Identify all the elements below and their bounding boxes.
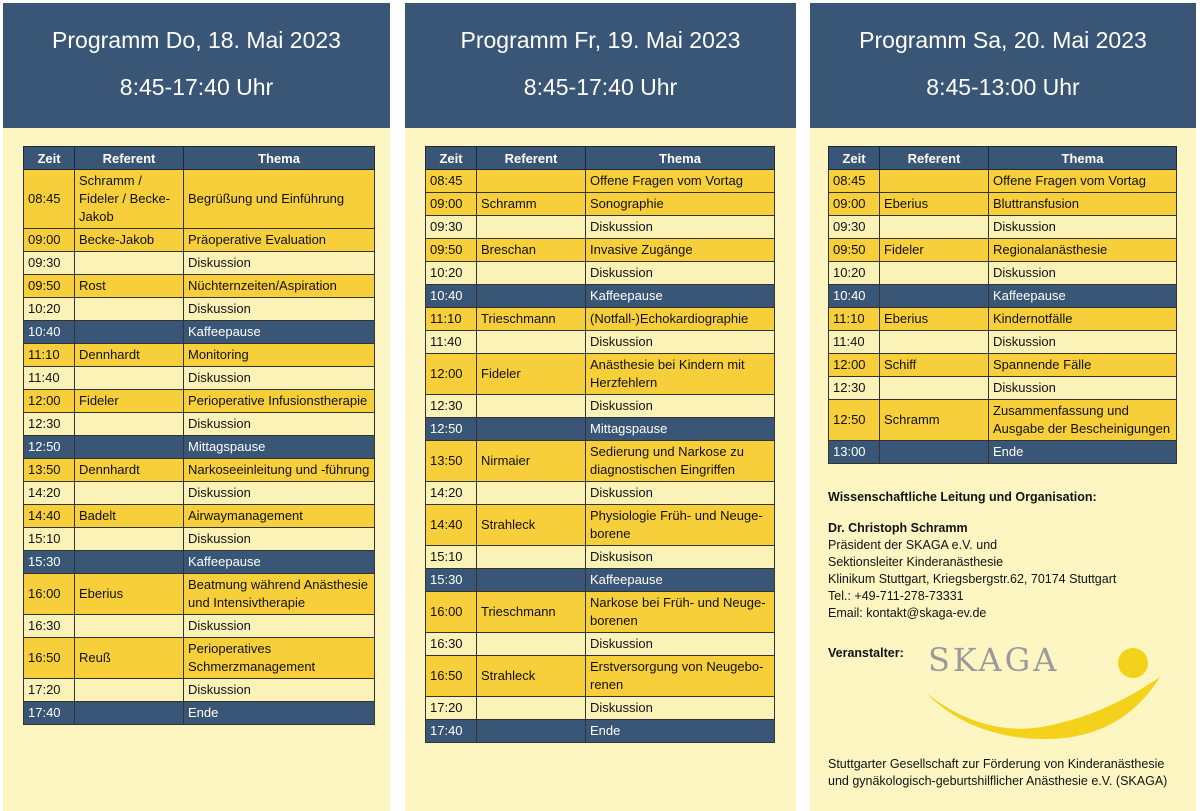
speaker-cell: [75, 367, 184, 390]
speaker-cell: Strahleck: [477, 656, 586, 697]
day-header: [810, 3, 1196, 128]
schedule-table: [425, 146, 775, 743]
schedule-row: [426, 308, 775, 331]
topic-cell: Mittagspause: [586, 418, 775, 441]
time-cell: 17:20: [426, 697, 477, 720]
schedule-row: [24, 702, 375, 725]
schedule-row: [24, 615, 375, 638]
day-panel-saturday: [810, 3, 1196, 811]
schedule-row: [426, 482, 775, 505]
topic-cell: Diskussion: [184, 298, 375, 321]
speaker-cell: [477, 482, 586, 505]
topic-cell: Airwaymanagement: [184, 505, 375, 528]
time-cell: 15:30: [426, 569, 477, 592]
speaker-cell: Trieschmann: [477, 592, 586, 633]
topic-cell: Bluttransfusion: [989, 193, 1177, 216]
speaker-cell: [477, 262, 586, 285]
time-cell: 13:50: [24, 459, 75, 482]
time-cell: 12:50: [426, 418, 477, 441]
time-cell: 12:00: [829, 354, 880, 377]
speaker-cell: Nirmaier: [477, 441, 586, 482]
schedule-row: [426, 441, 775, 482]
topic-cell: Mittagspause: [184, 436, 375, 459]
time-cell: 11:40: [426, 331, 477, 354]
organiser-email: Email: kontakt@skaga-ev.de: [828, 606, 987, 620]
day-panel-thursday: [3, 3, 390, 811]
topic-cell: Invasive Zugänge: [586, 239, 775, 262]
day-hours: 8:45-17:40 Uhr: [119, 74, 274, 100]
schedule-row: [426, 546, 775, 569]
topic-cell: Kindernotfälle: [989, 308, 1177, 331]
speaker-cell: Schramm: [477, 193, 586, 216]
topic-cell: Diskussion: [989, 331, 1177, 354]
time-cell: 11:10: [24, 344, 75, 367]
schedule-row: [426, 720, 775, 743]
topic-cell: Perioperatives Schmerzmanagement: [184, 638, 375, 679]
topic-cell: Kaffeepause: [989, 285, 1177, 308]
speaker-cell: [880, 441, 989, 464]
time-cell: 09:50: [829, 239, 880, 262]
time-cell: 15:30: [24, 551, 75, 574]
skaga-logo: [920, 633, 1180, 743]
speaker-cell: [880, 170, 989, 193]
topic-cell: Diskussion: [184, 367, 375, 390]
topic-cell: Narkose bei Früh- und Neuge-borenen: [586, 592, 775, 633]
topic-cell: Zusammenfassung und Ausgabe der Bescheinigungen: [989, 400, 1177, 441]
speaker-cell: [75, 615, 184, 638]
organisation-contact: [828, 520, 1116, 622]
schedule-row: [426, 331, 775, 354]
speaker-cell: Schramm: [880, 400, 989, 441]
speaker-cell: [477, 395, 586, 418]
speaker-cell: [880, 216, 989, 239]
schedule-row: [829, 170, 1177, 193]
time-cell: 16:50: [426, 656, 477, 697]
topic-cell: Diskusison: [586, 546, 775, 569]
topic-cell: Kaffeepause: [586, 569, 775, 592]
time-cell: 12:50: [829, 400, 880, 441]
time-cell: 11:10: [426, 308, 477, 331]
topic-cell: Anästhesie bei Kindern mit Herzfehlern: [586, 354, 775, 395]
topic-cell: Kaffeepause: [184, 551, 375, 574]
column-header-time: Zeit: [829, 147, 880, 170]
topic-cell: (Notfall-)Echokardiographie: [586, 308, 775, 331]
topic-cell: Diskussion: [586, 697, 775, 720]
schedule-row: [829, 308, 1177, 331]
speaker-cell: [75, 482, 184, 505]
time-cell: 10:40: [829, 285, 880, 308]
schedule-row: [829, 354, 1177, 377]
time-cell: 10:40: [24, 321, 75, 344]
schedule-row: [24, 413, 375, 436]
schedule-row: [24, 551, 375, 574]
logo-swoosh-graphic: [920, 633, 1180, 743]
topic-cell: Diskussion: [586, 482, 775, 505]
schedule-row: [24, 170, 375, 229]
time-cell: 09:30: [426, 216, 477, 239]
time-cell: 09:00: [426, 193, 477, 216]
topic-cell: Perioperative Infusionstherapie: [184, 390, 375, 413]
topic-cell: Diskussion: [586, 633, 775, 656]
day-hours: 8:45-13:00 Uhr: [926, 74, 1080, 100]
schedule-row: [426, 418, 775, 441]
column-header-speaker: Referent: [477, 147, 586, 170]
time-cell: 13:50: [426, 441, 477, 482]
schedule-row: [426, 262, 775, 285]
day-header: [3, 3, 390, 128]
topic-cell: Offene Fragen vom Vortag: [586, 170, 775, 193]
schedule-row: [426, 633, 775, 656]
veranstalter-label: Veranstalter:: [828, 646, 904, 660]
speaker-cell: [477, 331, 586, 354]
topic-cell: Diskussion: [586, 216, 775, 239]
topic-cell: Ende: [586, 720, 775, 743]
schedule-row: [24, 344, 375, 367]
time-cell: 12:30: [829, 377, 880, 400]
speaker-cell: [477, 633, 586, 656]
time-cell: 09:30: [24, 252, 75, 275]
time-cell: 10:40: [426, 285, 477, 308]
speaker-cell: [75, 679, 184, 702]
schedule-row: [426, 656, 775, 697]
schedule-row: [829, 216, 1177, 239]
schedule-row: [426, 354, 775, 395]
topic-cell: Diskussion: [586, 331, 775, 354]
speaker-cell: [477, 569, 586, 592]
topic-cell: Diskussion: [184, 528, 375, 551]
schedule-row: [829, 193, 1177, 216]
speaker-cell: [75, 413, 184, 436]
speaker-cell: Trieschmann: [477, 308, 586, 331]
time-cell: 09:30: [829, 216, 880, 239]
time-cell: 10:20: [829, 262, 880, 285]
time-cell: 11:10: [829, 308, 880, 331]
schedule-table: [23, 146, 375, 725]
time-cell: 09:50: [24, 275, 75, 298]
schedule-row: [426, 193, 775, 216]
schedule-row: [426, 697, 775, 720]
time-cell: 08:45: [24, 170, 75, 229]
day-header: [405, 3, 796, 128]
schedule-row: [24, 252, 375, 275]
time-cell: 14:40: [24, 505, 75, 528]
day-panel-friday: [405, 3, 796, 811]
schedule-row: [829, 285, 1177, 308]
day-title: Programm Sa, 20. Mai 2023: [859, 27, 1147, 53]
schedule-row: [24, 528, 375, 551]
topic-cell: Erstversorgung von Neugebo-renen: [586, 656, 775, 697]
schedule-row: [24, 390, 375, 413]
speaker-cell: Fideler: [880, 239, 989, 262]
column-header-speaker: Referent: [880, 147, 989, 170]
topic-cell: Beatmung während Anästhesie und Intensivtherapie: [184, 574, 375, 615]
schedule-row: [829, 441, 1177, 464]
time-cell: 16:30: [24, 615, 75, 638]
speaker-cell: [75, 436, 184, 459]
speaker-cell: [880, 377, 989, 400]
time-cell: 16:50: [24, 638, 75, 679]
topic-cell: Diskussion: [184, 413, 375, 436]
speaker-cell: Becke-Jakob: [75, 229, 184, 252]
time-cell: 09:00: [829, 193, 880, 216]
time-cell: 14:40: [426, 505, 477, 546]
schedule-row: [426, 592, 775, 633]
speaker-cell: Rost: [75, 275, 184, 298]
day-title: Programm Fr, 19. Mai 2023: [460, 27, 741, 53]
topic-cell: Diskussion: [184, 615, 375, 638]
time-cell: 12:30: [24, 413, 75, 436]
schedule-row: [426, 505, 775, 546]
topic-cell: Spannende Fälle: [989, 354, 1177, 377]
speaker-cell: Eberius: [880, 193, 989, 216]
time-cell: 14:20: [24, 482, 75, 505]
speaker-cell: [75, 528, 184, 551]
speaker-cell: Strahleck: [477, 505, 586, 546]
topic-cell: Diskussion: [586, 395, 775, 418]
organiser-phone: Tel.: +49-711-278-73331: [828, 589, 964, 603]
topic-cell: Diskussion: [989, 216, 1177, 239]
time-cell: 17:20: [24, 679, 75, 702]
day-hours: 8:45-17:40 Uhr: [523, 74, 678, 100]
topic-cell: Diskussion: [184, 679, 375, 702]
topic-cell: Begrüßung und Einführung: [184, 170, 375, 229]
time-cell: 12:00: [24, 390, 75, 413]
footer-line: Stuttgarter Gesellschaft zur Förderung von Kinderanästhesie: [828, 757, 1165, 771]
schedule-row: [24, 679, 375, 702]
schedule-row: [829, 239, 1177, 262]
time-cell: 12:00: [426, 354, 477, 395]
organiser-name: Dr. Christoph Schramm: [828, 521, 968, 535]
speaker-cell: [880, 331, 989, 354]
speaker-cell: [477, 697, 586, 720]
topic-cell: Ende: [989, 441, 1177, 464]
speaker-cell: Badelt: [75, 505, 184, 528]
speaker-cell: [75, 321, 184, 344]
logo-text: SKAGA: [928, 641, 1060, 679]
schedule-row: [24, 436, 375, 459]
speaker-cell: [75, 551, 184, 574]
time-cell: 10:20: [24, 298, 75, 321]
time-cell: 12:50: [24, 436, 75, 459]
topic-cell: Diskussion: [989, 262, 1177, 285]
topic-cell: Kaffeepause: [184, 321, 375, 344]
schedule-row: [829, 262, 1177, 285]
time-cell: 11:40: [24, 367, 75, 390]
schedule-row: [24, 459, 375, 482]
organiser-line: Präsident der SKAGA e.V. und: [828, 538, 998, 552]
speaker-cell: [477, 720, 586, 743]
speaker-cell: Dennhardt: [75, 344, 184, 367]
speaker-cell: [477, 546, 586, 569]
speaker-cell: [477, 418, 586, 441]
schedule-row: [426, 170, 775, 193]
schedule-row: [24, 482, 375, 505]
topic-cell: Diskussion: [184, 482, 375, 505]
schedule-row: [24, 298, 375, 321]
organiser-line: Sektionsleiter Kinderanästhesie: [828, 555, 1004, 569]
organiser-line: Klinikum Stuttgart, Kriegsbergstr.62, 70174 Stuttgart: [828, 572, 1117, 586]
time-cell: 15:10: [426, 546, 477, 569]
time-cell: 16:30: [426, 633, 477, 656]
schedule-row: [24, 505, 375, 528]
schedule-row: [24, 638, 375, 679]
society-footer: [828, 756, 1167, 790]
topic-cell: Offene Fragen vom Vortag: [989, 170, 1177, 193]
schedule-row: [24, 574, 375, 615]
day-title: Programm Do, 18. Mai 2023: [52, 27, 341, 53]
speaker-cell: [75, 252, 184, 275]
column-header-topic: Thema: [184, 147, 375, 170]
topic-cell: Narkoseeinleitung und -führung: [184, 459, 375, 482]
topic-cell: Präoperative Evaluation: [184, 229, 375, 252]
schedule-row: [426, 569, 775, 592]
column-header-topic: Thema: [989, 147, 1177, 170]
schedule-table: [828, 146, 1177, 464]
time-cell: 09:00: [24, 229, 75, 252]
column-header-time: Zeit: [24, 147, 75, 170]
speaker-cell: [477, 216, 586, 239]
schedule-row: [426, 285, 775, 308]
footer-line: und gynäkologisch-geburtshilflicher Anästhesie e.V. (SKAGA): [828, 774, 1168, 788]
speaker-cell: Eberius: [880, 308, 989, 331]
time-cell: 15:10: [24, 528, 75, 551]
time-cell: 13:00: [829, 441, 880, 464]
speaker-cell: Reuß: [75, 638, 184, 679]
schedule-row: [829, 377, 1177, 400]
time-cell: 17:40: [24, 702, 75, 725]
time-cell: 08:45: [829, 170, 880, 193]
time-cell: 09:50: [426, 239, 477, 262]
time-cell: 16:00: [24, 574, 75, 615]
speaker-cell: Dennhardt: [75, 459, 184, 482]
topic-cell: Diskussion: [989, 377, 1177, 400]
organisation-heading: Wissenschaftliche Leitung und Organisation:: [828, 490, 1097, 504]
topic-cell: Diskussion: [184, 252, 375, 275]
schedule-row: [24, 229, 375, 252]
time-cell: 08:45: [426, 170, 477, 193]
time-cell: 12:30: [426, 395, 477, 418]
topic-cell: Nüchternzeiten/Aspiration: [184, 275, 375, 298]
time-cell: 16:00: [426, 592, 477, 633]
topic-cell: Sedierung und Narkose zu diagnostischen Eingriffen: [586, 441, 775, 482]
speaker-cell: [477, 170, 586, 193]
topic-cell: Regionalanästhesie: [989, 239, 1177, 262]
topic-cell: Ende: [184, 702, 375, 725]
time-cell: 11:40: [829, 331, 880, 354]
speaker-cell: Schramm / Fideler / Becke-Jakob: [75, 170, 184, 229]
schedule-row: [829, 331, 1177, 354]
schedule-row: [24, 275, 375, 298]
schedule-row: [24, 367, 375, 390]
time-cell: 14:20: [426, 482, 477, 505]
schedule-row: [426, 395, 775, 418]
topic-cell: Diskussion: [586, 262, 775, 285]
speaker-cell: Fideler: [477, 354, 586, 395]
topic-cell: Kaffeepause: [586, 285, 775, 308]
time-cell: 17:40: [426, 720, 477, 743]
topic-cell: Sonographie: [586, 193, 775, 216]
column-header-time: Zeit: [426, 147, 477, 170]
topic-cell: Physiologie Früh- und Neuge-borene: [586, 505, 775, 546]
speaker-cell: Fideler: [75, 390, 184, 413]
topic-cell: Monitoring: [184, 344, 375, 367]
speaker-cell: [880, 285, 989, 308]
schedule-row: [24, 321, 375, 344]
column-header-speaker: Referent: [75, 147, 184, 170]
speaker-cell: Breschan: [477, 239, 586, 262]
speaker-cell: [75, 702, 184, 725]
speaker-cell: [477, 285, 586, 308]
speaker-cell: Eberius: [75, 574, 184, 615]
column-header-topic: Thema: [586, 147, 775, 170]
speaker-cell: Schiff: [880, 354, 989, 377]
schedule-row: [426, 239, 775, 262]
schedule-row: [426, 216, 775, 239]
time-cell: 10:20: [426, 262, 477, 285]
speaker-cell: [75, 298, 184, 321]
speaker-cell: [880, 262, 989, 285]
schedule-row: [829, 400, 1177, 441]
